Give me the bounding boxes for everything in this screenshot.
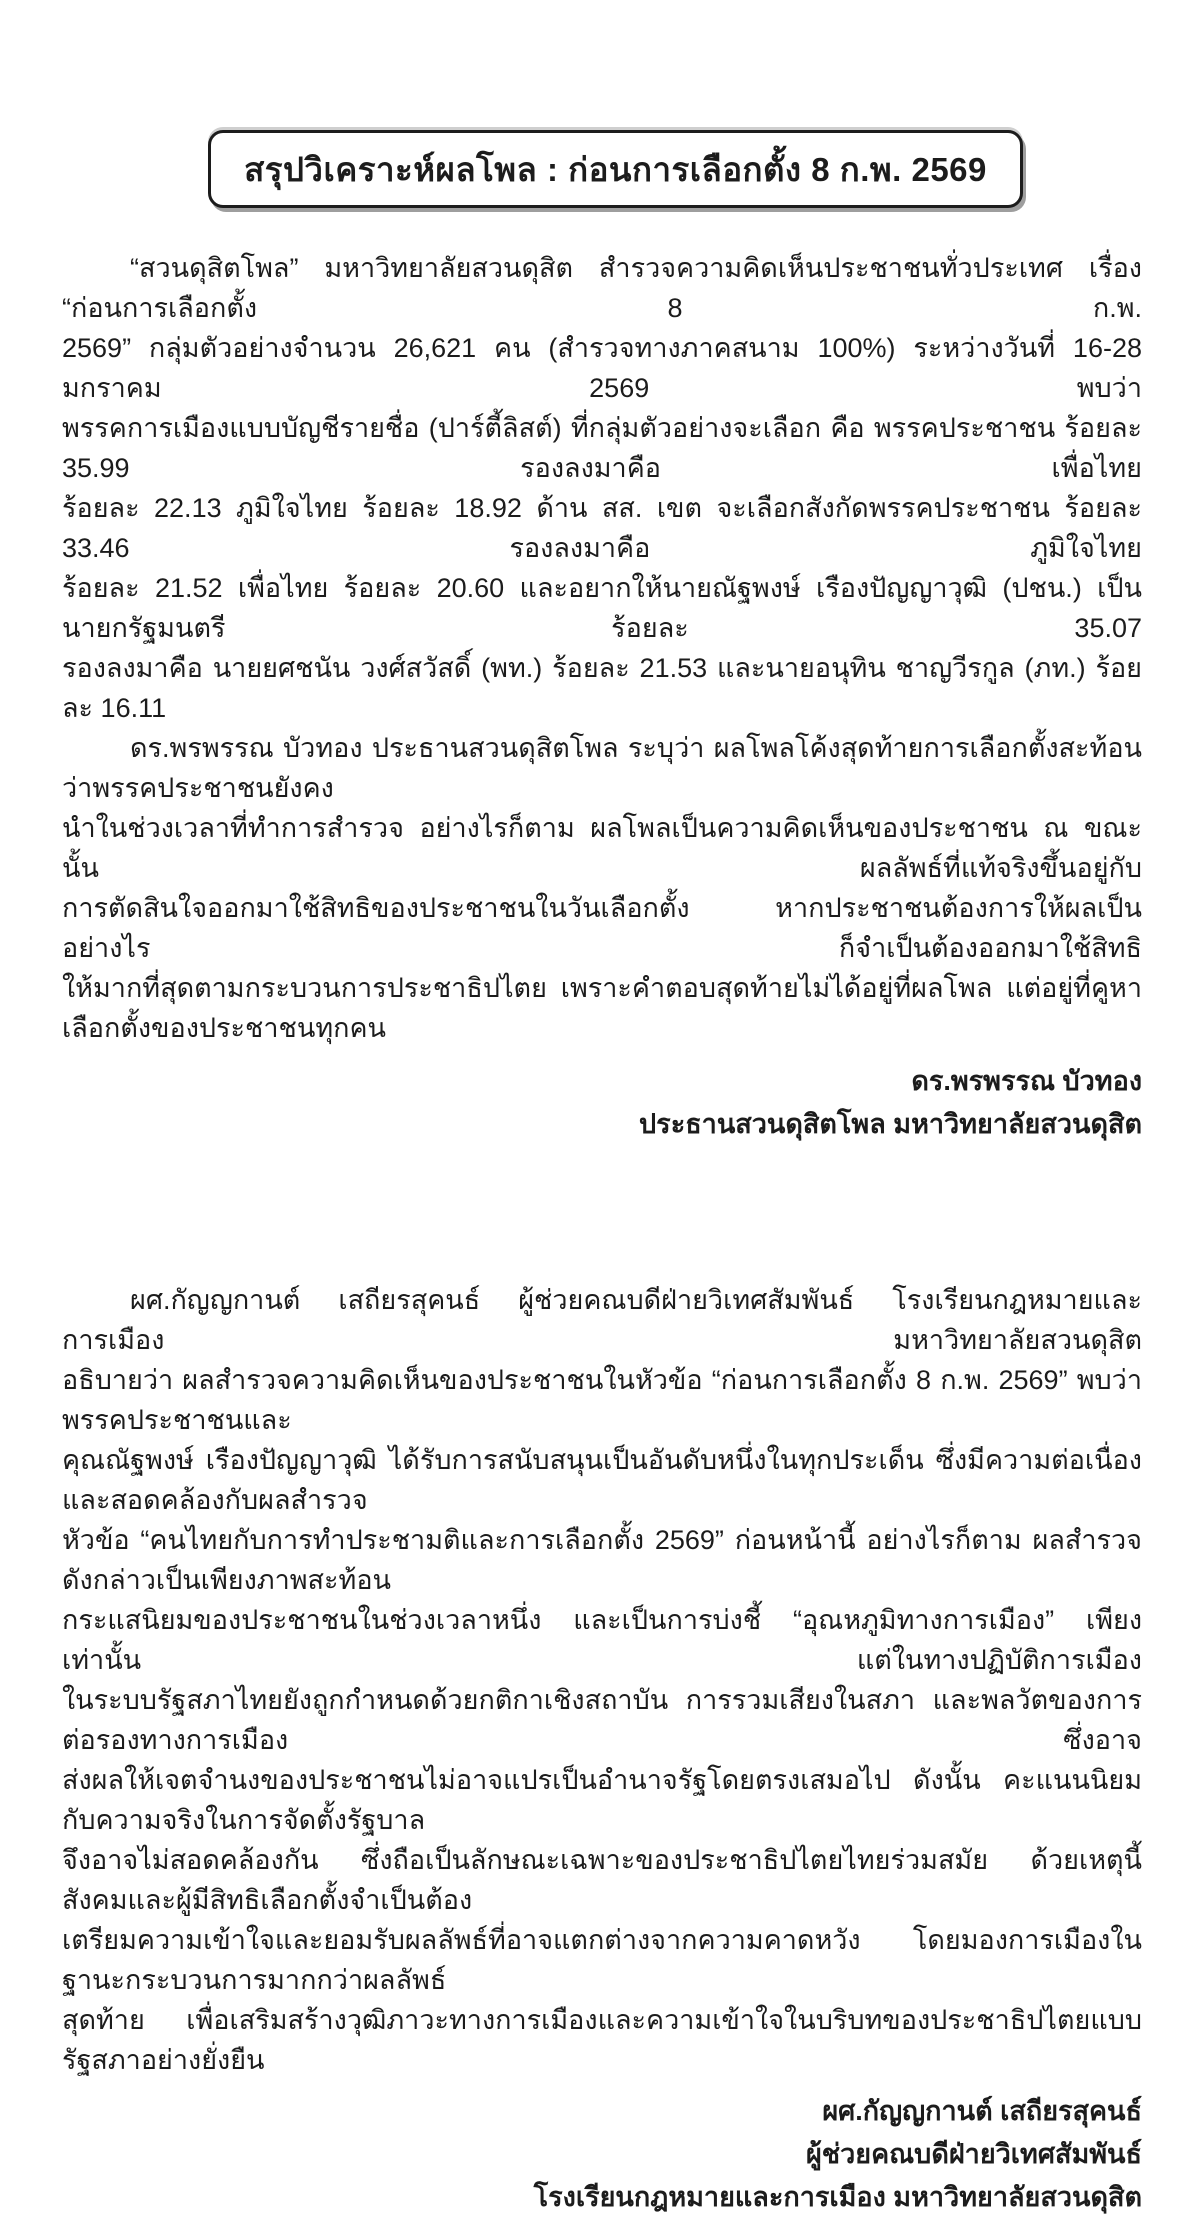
text-line: ให้มากที่สุดตามกระบวนการประชาธิปไตย เพราะคำตอบสุดท้ายไม่ได้อยู่ที่ผลโพล แต่อยู่ที่คูหาเลือกตั้งของประชาชนทุกคน bbox=[62, 973, 1142, 1043]
text-line: การตัดสินใจออกมาใช้สิทธิของประชาชนในวันเลือกตั้ง หากประชาชนต้องการให้ผลเป็นอย่างไร ก็จำเป็นต้องออกมาใช้สิทธิ bbox=[62, 893, 1142, 963]
paragraph-poll-results bbox=[62, 248, 1142, 728]
text-line: ผู้ช่วยคณบดีฝ่ายวิเทศสัมพันธ์ bbox=[805, 2139, 1142, 2169]
title-box bbox=[208, 130, 1023, 208]
text-line: พรรคการเมืองแบบบัญชีรายชื่อ (ปาร์ตี้ลิสต์) ที่กลุ่มตัวอย่างจะเลือก คือ พรรคประชาชน ร้อยละ 35.99 รองลงมาคือ เพื่อไทย bbox=[62, 413, 1142, 483]
text-line: ส่งผลให้เจตจำนงของประชาชนไม่อาจแปรเป็นอำนาจรัฐโดยตรงเสมอไป ดังนั้น คะแนนนิยมกับความจริงในการจัดตั้งรัฐบาล bbox=[62, 1765, 1142, 1835]
text-line: นำในช่วงเวลาที่ทำการสำรวจ อย่างไรก็ตาม ผลโพลเป็นความคิดเห็นของประชาชน ณ ขณะนั้น ผลลัพธ์ที่แท้จริงขึ้นอยู่กับ bbox=[62, 813, 1142, 883]
text-line: ร้อยละ 22.13 ภูมิใจไทย ร้อยละ 18.92 ด้าน สส. เขต จะเลือกสังกัดพรรคประชาชน ร้อยละ 33.46 รองลงมาคือ ภูมิใจไทย bbox=[62, 493, 1142, 563]
text-line: คุณณัฐพงษ์ เรืองปัญญาวุฒิ ได้รับการสนับสนุนเป็นอันดับหนึ่งในทุกประเด็น ซึ่งมีความต่อเนื่องและสอดคล้องกับผลสำรวจ bbox=[62, 1445, 1142, 1515]
page-title: สรุปวิเคราะห์ผลโพล : ก่อนการเลือกตั้ง 8 ก.พ. 2569 bbox=[244, 150, 987, 188]
text-line: หัวข้อ “คนไทยกับการทำประชามติและการเลือกตั้ง 2569” ก่อนหน้านี้ อย่างไรก็ตาม ผลสำรวจดังกล่าวเป็นเพียงภาพสะท้อน bbox=[62, 1525, 1142, 1595]
paragraph-pornpan-statement bbox=[62, 728, 1142, 1048]
document-page bbox=[0, 130, 1200, 2212]
text-line: “สวนดุสิตโพล” มหาวิทยาลัยสวนดุสิต สำรวจความคิดเห็นประชาชนทั่วประเทศ เรื่อง “ก่อนการเลือกตั้ง 8 ก.พ. bbox=[62, 253, 1142, 323]
signature-kanyakan bbox=[62, 2090, 1142, 2219]
text-line: ดร.พรพรรณ บัวทอง ประธานสวนดุสิตโพล ระบุว่า ผลโพลโค้งสุดท้ายการเลือกตั้งสะท้อนว่าพรรคประชาชนยังคง bbox=[62, 733, 1142, 803]
text-line: กระแสนิยมของประชาชนในช่วงเวลาหนึ่ง และเป็นการบ่งชี้ “อุณหภูมิทางการเมือง” เพียงเท่านั้น แต่ในทางปฏิบัติการเมือง bbox=[62, 1605, 1142, 1675]
paragraph-kanyakan-analysis bbox=[62, 1280, 1142, 2080]
text-line: รองลงมาคือ นายยศชนัน วงศ์สวัสดิ์ (พท.) ร้อยละ 21.53 และนายอนุทิน ชาญวีรกูล (ภท.) ร้อยละ 16.11 bbox=[62, 653, 1142, 723]
text-line: ในระบบรัฐสภาไทยยังถูกกำหนดด้วยกติกาเชิงสถาบัน การรวมเสียงในสภา และพลวัตของการต่อรองทางการเมือง ซึ่งอาจ bbox=[62, 1685, 1142, 1755]
text-line: ประธานสวนดุสิตโพล มหาวิทยาลัยสวนดุสิต bbox=[639, 1109, 1142, 1139]
text-line: เตรียมความเข้าใจและยอมรับผลลัพธ์ที่อาจแตกต่างจากความคาดหวัง โดยมองการเมืองในฐานะกระบวนการมากกว่าผลลัพธ์ bbox=[62, 1925, 1142, 1995]
text-line: ร้อยละ 21.52 เพื่อไทย ร้อยละ 20.60 และอยากให้นายณัฐพงษ์ เรืองปัญญาวุฒิ (ปชน.) เป็นนายกรัฐมนตรี ร้อยละ 35.07 bbox=[62, 573, 1142, 643]
signature-pornpan bbox=[62, 1060, 1142, 1146]
text-line: 2569” กลุ่มตัวอย่างจำนวน 26,621 คน (สำรวจทางภาคสนาม 100%) ระหว่างวันที่ 16-28 มกราคม 2569 พบว่า bbox=[62, 333, 1142, 403]
text-line: สุดท้าย เพื่อเสริมสร้างวุฒิภาวะทางการเมืองและความเข้าใจในบริบทของประชาธิปไตยแบบรัฐสภาอย่างยั่งยืน bbox=[62, 2005, 1142, 2075]
text-line: จึงอาจไม่สอดคล้องกัน ซึ่งถือเป็นลักษณะเฉพาะของประชาธิปไตยไทยร่วมสมัย ด้วยเหตุนี้ สังคมและผู้มีสิทธิเลือกตั้งจำเป็นต้อง bbox=[62, 1845, 1142, 1915]
text-line: อธิบายว่า ผลสำรวจความคิดเห็นของประชาชนในหัวข้อ “ก่อนการเลือกตั้ง 8 ก.พ. 2569” พบว่า พรรคประชาชนและ bbox=[62, 1365, 1142, 1435]
document-body bbox=[0, 248, 1200, 2219]
text-line: ผศ.กัญญกานต์ เสถียรสุคนธ์ bbox=[822, 2096, 1142, 2126]
text-line: ผศ.กัญญกานต์ เสถียรสุคนธ์ ผู้ช่วยคณบดีฝ่ายวิเทศสัมพันธ์ โรงเรียนกฎหมายและการเมือง มหาวิทยาลัยสวนดุสิต bbox=[62, 1285, 1142, 1355]
text-line: ดร.พรพรรณ บัวทอง bbox=[911, 1066, 1142, 1096]
text-line: โรงเรียนกฎหมายและการเมือง มหาวิทยาลัยสวนดุสิต bbox=[533, 2182, 1142, 2212]
